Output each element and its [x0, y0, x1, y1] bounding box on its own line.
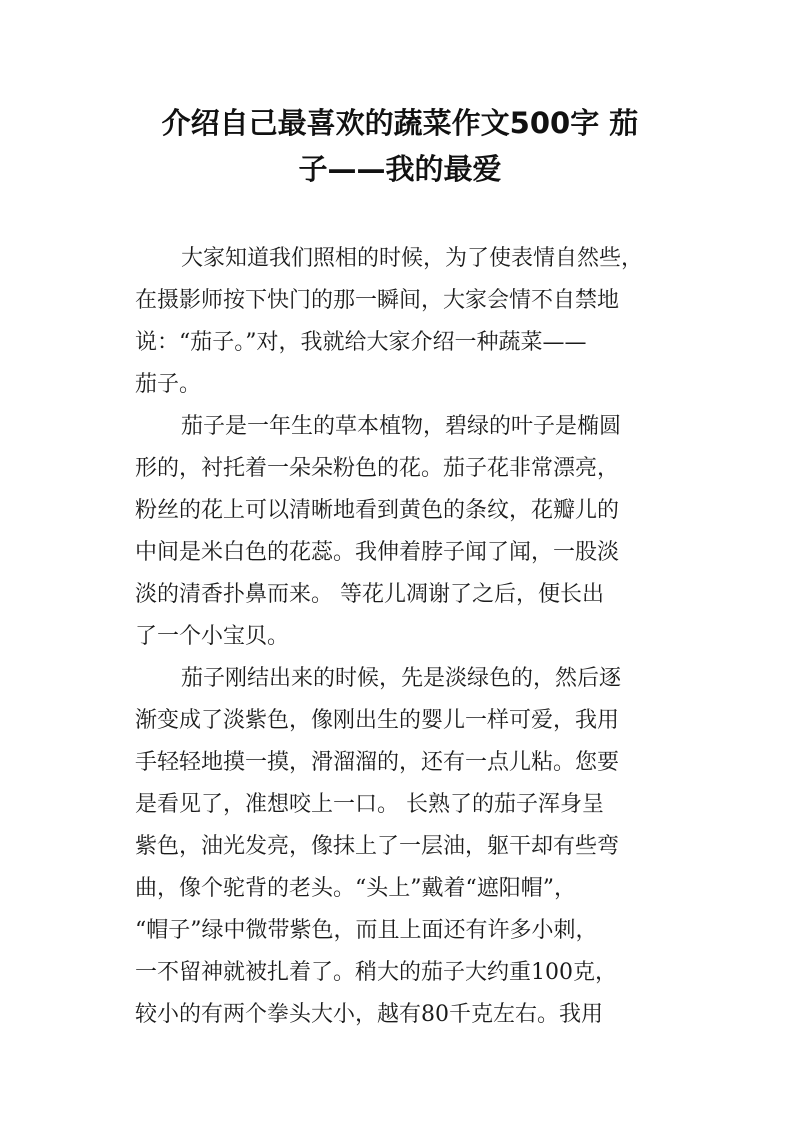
- text-line: 渐变成了淡紫色，像刚出生的婴儿一样可爱，我用: [135, 708, 620, 733]
- text-line: 在摄影师按下快门的那一瞬间，大家会情不自禁地: [135, 288, 620, 313]
- document-title: [120, 100, 680, 192]
- text-line: 较小的有两个拳头大小，越有80千克左右。我用: [135, 1002, 603, 1027]
- text-line: 一不留神就被扎着了。稍大的茄子大约重100克，: [135, 960, 617, 985]
- text-line: 紫色，油光发亮，像抹上了一层油，躯干却有些弯: [135, 834, 620, 859]
- document-body: [135, 238, 665, 1036]
- text-line: “帽子”绿中微带紫色，而且上面还有许多小刺，: [135, 918, 598, 943]
- text-line: 曲，像个驼背的老头。“头上”戴着“遮阳帽”，: [135, 876, 576, 901]
- text-line: 说：“茄子。”对，我就给大家介绍一种蔬菜——: [135, 330, 587, 355]
- text-line: 茄子是一年生的草本植物，碧绿的叶子是椭圆: [181, 414, 622, 439]
- text-line: 是看见了，准想咬上一口。 长熟了的茄子浑身呈: [135, 792, 604, 817]
- text-line: 手轻轻地摸一摸，滑溜溜的，还有一点儿粘。您要: [135, 750, 620, 775]
- text-line: 大家知道我们照相的时候，为了使表情自然些，: [181, 246, 644, 271]
- text-line: 淡的清香扑鼻而来。 等花儿凋谢了之后，便长出: [135, 582, 604, 607]
- text-line: 中间是米白色的花蕊。我伸着脖子闻了闻，一股淡: [135, 540, 620, 565]
- title-line: 介绍自己最喜欢的蔬菜作文500字 茄: [161, 106, 639, 140]
- text-line: 形的，衬托着一朵朵粉色的花。茄子花非常漂亮，: [135, 456, 620, 481]
- text-line: 粉丝的花上可以清晰地看到黄色的条纹，花瓣儿的: [135, 498, 620, 523]
- title-line: 子——我的最爱: [298, 152, 502, 186]
- text-line: 茄子刚结出来的时候，先是淡绿色的，然后逐: [181, 666, 622, 691]
- text-line: 茄子。: [135, 372, 202, 397]
- text-line: 了一个小宝贝。: [135, 624, 290, 649]
